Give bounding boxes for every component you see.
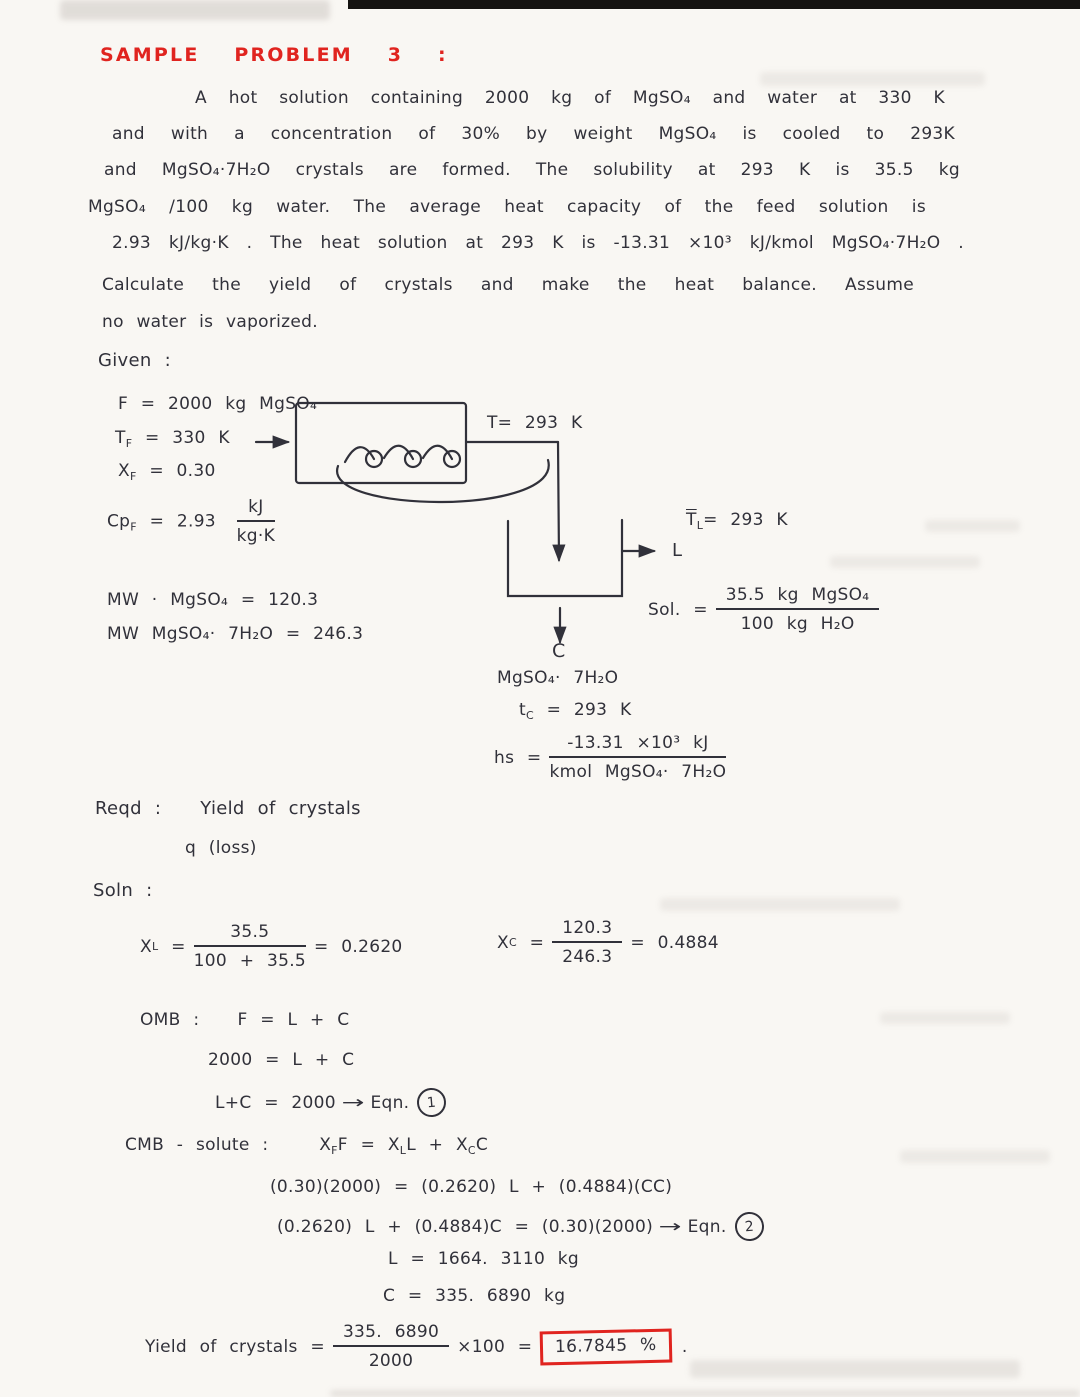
liquid-result: L = 1664. 3110 kg (388, 1249, 579, 1269)
reqd-item-qloss: q (loss) (185, 838, 257, 858)
page-title: SAMPLE PROBLEM 3 : (100, 44, 448, 66)
crystal-formula: MgSO₄· 7H₂O (497, 668, 619, 688)
yield-result: 16.7845 % (555, 1334, 658, 1357)
eqn2-circle: 2 (733, 1211, 764, 1242)
given-feed-temp: $T_F = 330$ K (115, 428, 230, 450)
crystal-temp: $t_C = 293$ K (519, 700, 632, 722)
problem-line-2: and with a concentration of 30% by weight MgSO₄ is cooled to 293K (112, 124, 955, 144)
crystal-stream-label: C (552, 640, 566, 662)
outlet-drop-arrow (558, 442, 559, 560)
solubility-equation: Sol. = $\frac{\text{35.5 kg MgSO₄}}{\text{100 kg H₂O}}$ (648, 585, 887, 634)
cmb-heading: CMB - solute : $X_FF = X_LL + X_CC$ (125, 1135, 489, 1157)
cmb-solute-formula: $X_FF = X_LL + X_CC$ (319, 1135, 489, 1157)
heater-box (296, 403, 466, 483)
omb-line-2: 2000 = L + C (208, 1050, 355, 1070)
given-heat-capacity: $Cp_F = 2.93$ $\frac{kJ}{kg\cdot K}$ (107, 497, 276, 546)
bleed-through-mark (900, 1150, 1050, 1163)
outlet-temp-label: T= 293 K (487, 413, 583, 433)
soln-heading: Soln : (93, 880, 153, 901)
solubility-fraction: $\frac{\text{35.5 kg MgSO₄}}{\text{100 kg H₂O}}$ (716, 585, 880, 634)
yield-answer-box (540, 1328, 672, 1365)
xl-equation: X L = $\frac{35.5}{100 + 35.5}$ = 0.2620 (140, 922, 403, 971)
crystal-result: C = 335. 6890 kg (383, 1286, 566, 1306)
crystal-enthalpy: hs = $\frac{\text{-13.31 ×10³ kJ}}{\text{kmol MgSO₄· 7H₂O}}$ (494, 733, 727, 782)
mw-mgso4-7h2o: MW MgSO₄· 7H₂O = 246.3 (107, 624, 364, 644)
bleed-through-mark (660, 898, 900, 911)
scan-edge-bar (348, 0, 1080, 9)
scan-bottom-edge (330, 1390, 1080, 1397)
bleed-through-mark (880, 1012, 1010, 1024)
xc-equation: X C = $\frac{120.3}{246.3}$ = 0.4884 (497, 918, 719, 967)
tank-temp-label: $\overline{T}_L= 293$ K (686, 510, 788, 532)
mw-mgso4: MW · MgSO₄ = 120.3 (107, 590, 319, 610)
heat-capacity-units-fraction: $\frac{kJ}{kg\cdot K}$ (236, 497, 276, 546)
yield-fraction: $\frac{335. 6890}{2000}$ (333, 1322, 449, 1371)
xl-fraction: $\frac{35.5}{100 + 35.5}$ (193, 922, 307, 971)
yield-equation: Yield of crystals = $\frac{335. 6890}{2000}$ ×100 = 16.7845 % . (145, 1322, 688, 1371)
problem-line-7: no water is vaporized. (102, 312, 318, 332)
reqd-heading: Reqd : Yield of crystals (95, 798, 361, 819)
problem-line-4: MgSO₄ /100 kg water. The average heat capacity of the feed solution is (88, 197, 926, 217)
bleed-through-mark (690, 1360, 1020, 1378)
omb-line-3: L+C = 2000 → Eqn. 1 (215, 1088, 446, 1117)
liquid-stream-label: L (672, 540, 683, 561)
cmb-line-2: (0.30)(2000) = (0.2620) L + (0.4884)(CC) (270, 1177, 673, 1197)
omb-line-1: F = L + C (237, 1010, 350, 1030)
given-heading: Given : (98, 350, 171, 371)
problem-line-3: and MgSO₄·7H₂O crystals are formed. The solubility at 293 K is 35.5 kg (104, 160, 960, 180)
reqd-item-yield: Yield of crystals (200, 798, 361, 819)
crystallizer-tank (508, 520, 622, 596)
problem-line-1: A hot solution containing 2000 kg of MgSO₄ and water at 330 K (195, 88, 945, 108)
implies-arrow: → (341, 1092, 365, 1113)
eqn1-circle: 1 (416, 1087, 447, 1118)
bleed-through-mark (830, 556, 980, 568)
omb-heading: OMB : F = L + C (140, 1010, 350, 1030)
bleed-through-mark (925, 520, 1020, 532)
heating-coil-icon (337, 446, 549, 502)
given-feed: F = 2000 kg MgSO₄ (118, 394, 318, 414)
implies-arrow-2: → (658, 1216, 683, 1237)
enthalpy-fraction: $\frac{\text{-13.31 ×10³ kJ}}{\text{kmol MgSO₄· 7H₂O}}$ (549, 733, 727, 782)
given-feed-fraction: $X_F = 0.30$ (118, 461, 216, 483)
bleed-through-mark (760, 72, 985, 86)
scan-smudge (60, 0, 330, 20)
cmb-line-3: (0.2620) L + (0.4884)C = (0.30)(2000) → Eqn. 2 (277, 1212, 764, 1241)
xc-fraction: $\frac{120.3}{246.3}$ (552, 918, 622, 967)
problem-line-6: Calculate the yield of crystals and make the heat balance. Assume (102, 275, 914, 295)
problem-line-5: 2.93 kJ/kg·K . The heat solution at 293 K is -13.31 ×10³ kJ/kmol MgSO₄·7H₂O . (112, 233, 964, 253)
trailing-period: . (681, 1336, 688, 1357)
